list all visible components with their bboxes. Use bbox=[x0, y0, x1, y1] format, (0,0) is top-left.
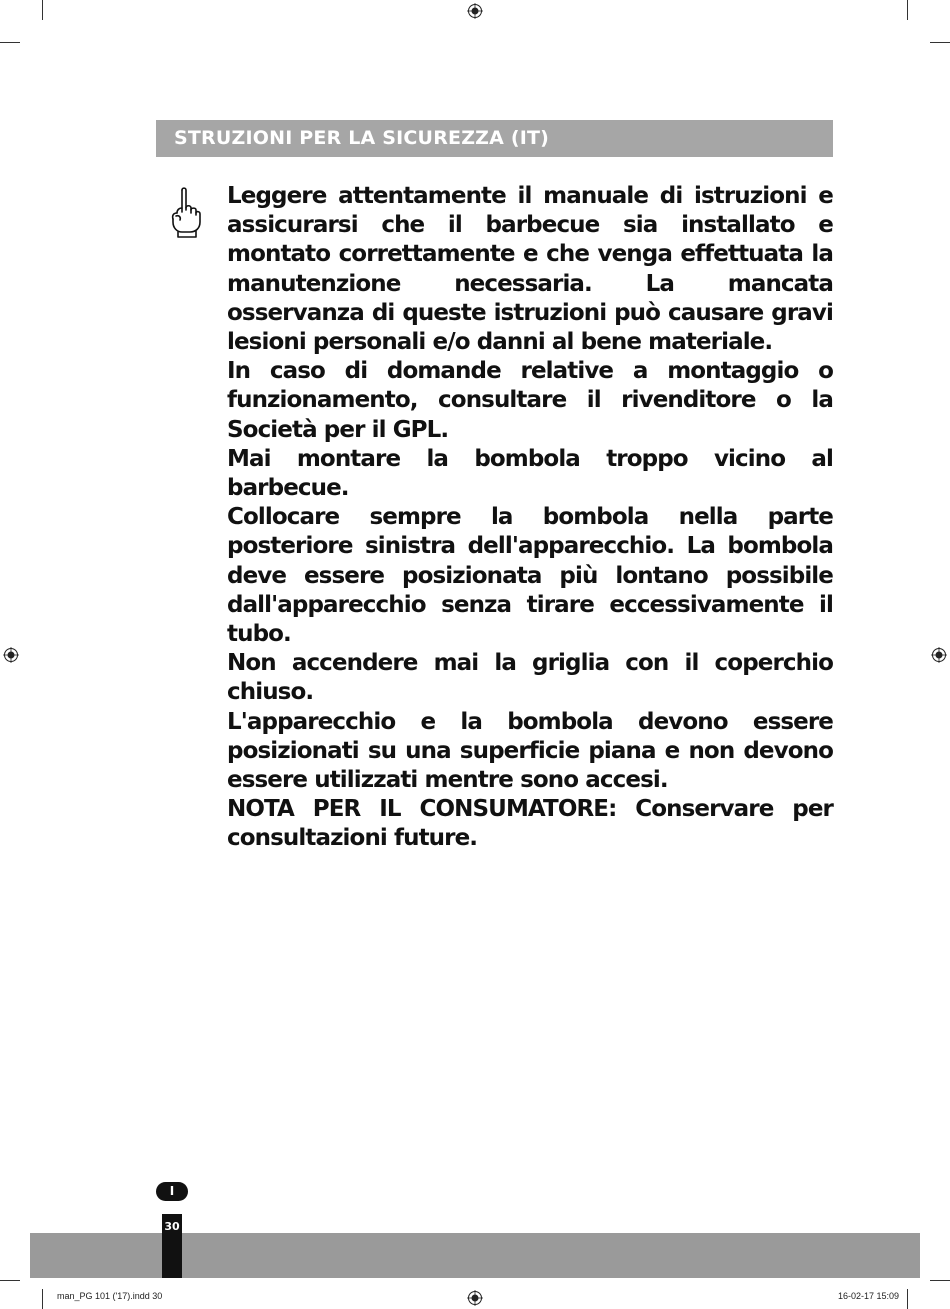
crop-mark-top-left-v bbox=[42, 0, 43, 20]
crop-mark-bottom-right-h bbox=[930, 1280, 950, 1281]
crop-mark-bottom-right-v bbox=[907, 1289, 908, 1309]
paragraph: Mai montare la bombola troppo vicino al barbecue. bbox=[227, 445, 833, 502]
paragraph: NOTA PER IL CONSUMATORE: Conservare per consultazioni future. bbox=[227, 796, 833, 852]
crop-mark-bottom-left-h bbox=[0, 1280, 20, 1281]
safety-instructions-text bbox=[227, 182, 833, 854]
paragraph: Collocare sempre la bombola nella parte posteriore sinistra dell'apparecchio. La bombola deve essere posizionata più lontano possibile dall'apparecchio senza tirare eccessivamente il tubo. bbox=[227, 504, 833, 648]
page-number: 30 bbox=[162, 1214, 182, 1278]
date-slug: 16-02-17 15:09 bbox=[838, 1291, 900, 1301]
registration-mark-icon bbox=[3, 647, 19, 663]
crop-mark-top-left-h bbox=[0, 42, 20, 43]
file-slug: man_PG 101 ('17).indd 30 bbox=[57, 1291, 163, 1301]
paragraph: In caso di domande relative a montaggio o funzionamento, consultare il rivenditore o la Società per il GPL. bbox=[227, 358, 833, 443]
pointing-hand-icon bbox=[168, 186, 202, 238]
language-badge: I bbox=[156, 1182, 188, 1201]
crop-mark-bottom-left-v bbox=[42, 1289, 43, 1309]
crop-mark-top-right-h bbox=[930, 42, 950, 43]
registration-mark-icon bbox=[467, 3, 483, 19]
registration-mark-icon bbox=[467, 1290, 483, 1306]
registration-mark-icon bbox=[931, 647, 947, 663]
paragraph: L'apparecchio e la bombola devono essere posizionati su una superficie piana e non devono essere utilizzati mentre sono accesi. bbox=[227, 708, 833, 794]
section-header-bar bbox=[156, 120, 833, 157]
section-title: STRUZIONI PER LA SICUREZZA (IT) bbox=[174, 127, 550, 149]
paragraph: Leggere attentamente il manuale di istruzioni e assicurarsi che il barbecue sia installato e montato correttamente e che venga effettuata la manutenzione necessaria. La mancata osservanza di queste istruzioni può causare gravi lesioni personali e/o danni al bene materiale. bbox=[227, 183, 833, 356]
crop-mark-top-right-v bbox=[907, 0, 908, 20]
paragraph: Non accendere mai la griglia con il coperchio chiuso. bbox=[227, 650, 833, 706]
